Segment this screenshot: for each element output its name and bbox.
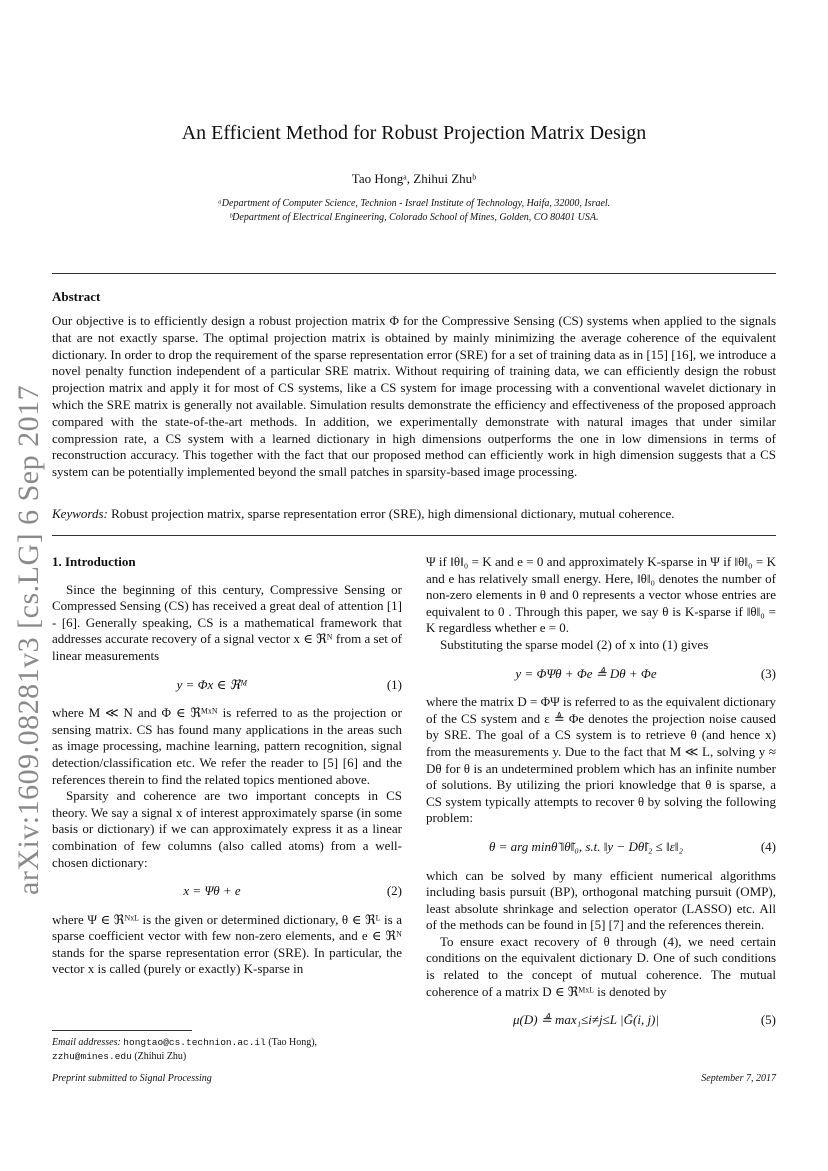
equation-3-math: y = ΦΨθ + Φe ≜ Dθ + Φe	[515, 665, 657, 681]
intro-paragraph-2: where M ≪ N and Φ ∈ ℜᴹˣᴺ is referred to as the projection or sensing matrix. CS has found many applications in the areas such as image processing, machine learning, pattern recognition, signal detection/classification etc. We refer the reader to [5] [6] and the references therein to find the related topics mentioned above.	[52, 705, 402, 787]
right-paragraph-3: where the matrix D = ΦΨ is referred to as the equivalent dictionary of the CS system and ε ≜ Φe denotes the projection noise caused by SRE. The goal of a CS system is to retrieve θ (and hence x) from the measurements y. Due to the fact that M ≪ L, solving y ≈ Dθ for θ is an undetermined problem which has an infinite number of solutions. By utilizing the priori knowledge that θ is sparse, a CS system typically attempts to recover θ by solving the following problem:	[426, 694, 776, 826]
author-list: Tao Hongᵃ, Zhihui Zhuᵇ	[351, 171, 477, 186]
affiliation-a: ᵃDepartment of Computer Science, Technion - Israel Institute of Technology, Haifa, 32000, Israel.	[217, 198, 611, 209]
footer-date: September 7, 2017	[701, 1073, 776, 1084]
equation-2	[52, 883, 402, 900]
right-paragraph-2: Substituting the sparse model (2) of x into (1) gives	[440, 636, 709, 652]
equation-5-number: (5)	[760, 1012, 776, 1028]
keywords-rule	[52, 535, 776, 536]
footnote-name-zhu: (Zhihui Zhu)	[134, 1051, 187, 1062]
paper-title: An Efficient Method for Robust Projection Matrix Design	[181, 122, 647, 144]
right-column	[426, 554, 776, 1041]
right-paragraph-1: Ψ if ‖θ‖₀ = K and e = 0 and approximately K-sparse in Ψ if ‖θ‖₀ = K and e has relatively small energy. Here, ‖θ‖₀ denotes the number of non-zero elements in θ and 0 represents a vector whose entries are equivalent to 0 . Through this paper, we say θ is K-sparse if ‖θ‖₀ = K regardless whether e = 0.	[426, 554, 776, 636]
arxiv-stamp-text: arXiv:1609.08281v3 [cs.LG] 6 Sep 2017	[12, 384, 45, 895]
top-rule	[52, 273, 776, 274]
affiliation-b: ᵇDepartment of Electrical Engineering, Colorado School of Mines, Golden, CO 80401 USA.	[229, 212, 599, 223]
intro-paragraph-1: Since the beginning of this century, Compressive Sensing or Compressed Sensing (CS) has received a great deal of attention [1] - [6]. Generally speaking, CS is a mathematical framework that addresses accurate recovery of a signal vector x ∈ ℜᴺ from a set of linear measurements	[52, 581, 402, 663]
equation-1-number: (1)	[386, 676, 402, 692]
equation-1	[52, 677, 402, 694]
footer-preprint: Preprint submitted to Signal Processing	[52, 1073, 212, 1084]
section-heading-introduction: 1. Introduction	[52, 554, 136, 569]
intro-paragraph-4: where Ψ ∈ ℜᴺˣᴸ is the given or determined dictionary, θ ∈ ℜᴸ is a sparse coefficient vector with few non-zero elements, and e ∈ ℜᴺ stands for the sparse representation error (SRE). In particular, the vector x is called (purely or exactly) K-sparse in	[52, 911, 402, 977]
equation-2-math: x = Ψθ + e	[183, 883, 241, 899]
intro-paragraph-3: Sparsity and coherence are two important concepts in CS theory. We say a signal x of interest approximately sparse (in some basis or dictionary) if we can approximately express it as a linear combination of few columns (also called atoms) from a well-chosen dictionary:	[52, 788, 402, 870]
footnote-rule	[52, 1030, 192, 1031]
right-paragraph-4: which can be solved by many efficient numerical algorithms including basis pursuit (BP), orthogonal matching pursuit (OMP), least absolute shrinkage and selection operator (LASSO) etc. All of the methods can be found in [5] [7] and the references therein.	[426, 867, 776, 933]
left-column	[52, 554, 402, 978]
footnote-name-hong: (Tao Hong),	[268, 1037, 318, 1048]
equation-2-number: (2)	[386, 883, 402, 899]
footnote	[52, 1036, 402, 1064]
equation-5-math: μ(D) ≜ max₁≤i≠j≤L |Ḡ(i, j)|	[513, 1012, 659, 1028]
keywords-text: Robust projection matrix, sparse representation error (SRE), high dimensional dictionary, mutual coherence.	[111, 506, 675, 521]
equation-3	[426, 666, 776, 683]
equation-4-math: θ = arg minθ̃ ‖θ̃‖₀, s.t. ‖y − Dθ̃‖₂ ≤ ‖ε‖₂	[489, 838, 683, 854]
equation-5	[426, 1012, 776, 1029]
equation-3-number: (3)	[760, 665, 776, 681]
abstract-heading: Abstract	[52, 289, 101, 304]
right-paragraph-5: To ensure exact recovery of θ through (4), we need certain conditions on the equivalent dictionary D. One of such conditions is related to the concept of mutual coherence. The mutual coherence of a matrix D ∈ ℜᴹˣᴸ is denoted by	[426, 933, 776, 999]
equation-1-math: y = Φx ∈ ℜᴹ	[176, 676, 248, 692]
arxiv-stamp	[12, 355, 52, 895]
equation-4-number: (4)	[760, 838, 776, 854]
keywords	[52, 506, 776, 522]
email-link-hong[interactable]: hongtao@cs.technion.ac.il	[123, 1037, 266, 1048]
keywords-label: Keywords:	[52, 506, 108, 521]
abstract-text: Our objective is to efficiently design a robust projection matrix Φ for the Compressive Sensing (CS) systems when applied to the signals that are not exactly sparse. The optimal projection matrix is obtained by mainly minimizing the average coherence of the equivalent dictionary. In order to drop the requirement of the sparse representation error (SRE) for a set of training data as in [15] [16], we introduce a novel penalty function independent of a particular SRE matrix. Without requiring of training data, we can efficiently design the robust projection matrix and apply it for most of CS systems, like a CS system for image processing with a conventional wavelet dictionary in which the SRE matrix is generally not available. Simulation results demonstrate the efficiency and effectiveness of the proposed approach compared with the state-of-the-art methods. In addition, we experimentally demonstrate with natural images that under similar compression rate, a CS system with a learned dictionary in high dimensions outperforms the one in low dimensions in terms of reconstruction accuracy. This together with the fact that our proposed method can efficiently work in high dimension suggests that a CS system can be potentially implemented beyond the small patches in sparsity-based image processing.	[52, 313, 776, 480]
equation-4	[426, 839, 776, 856]
email-link-zhu[interactable]: zzhu@mines.edu	[52, 1051, 132, 1062]
footnote-label: Email addresses:	[52, 1037, 121, 1048]
